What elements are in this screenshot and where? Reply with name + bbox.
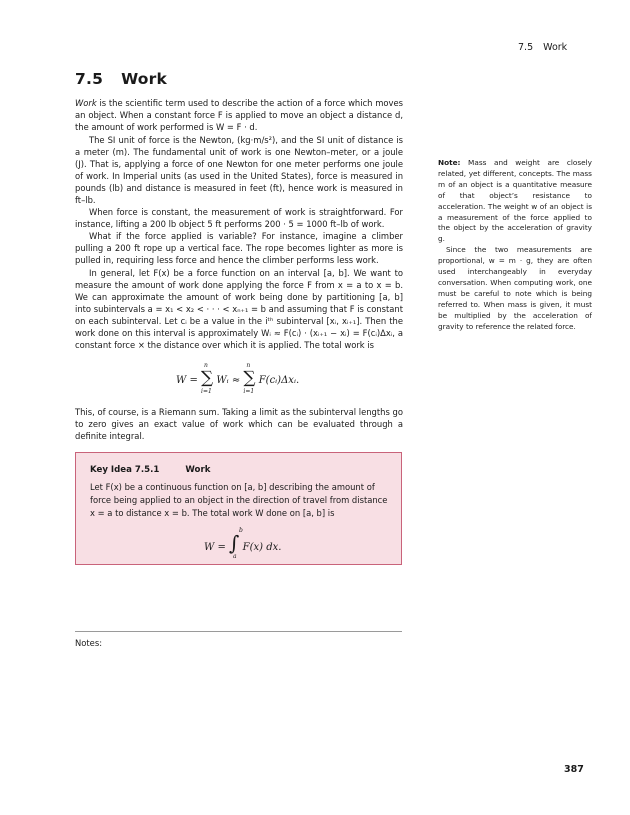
key-idea-name: Work	[185, 465, 211, 475]
note-text-2: Since the two measurements are proportional, w = m · g, they are often used interchangeably in everyday conversation. When computing work, one must be careful to note which is being referred to. When mass is given, it must be multiplied by the acceleration of gravity to reference the related force.	[438, 245, 592, 331]
sum-upper-2: n	[246, 362, 251, 369]
key-idea-title	[90, 465, 210, 475]
ki-eq-lhs: W =	[204, 542, 226, 553]
sum-lower-2: i=1	[243, 388, 255, 395]
paragraph-units: The SI unit of force is the Newton, (kg·m/s²), and the SI unit of distance is a meter (m). The fundamental unit of work is one Newton–meter, or a joule (J). That is, applying a force of one Newton for one meter performs one joule of work. In Imperial units (as used in the United States), force is measured in pounds (lb) and distance is measured in feet (ft), hence work is measured in ft–lb.	[75, 135, 403, 206]
note-text-1: Mass and weight are closely related, yet different, concepts. The mass m of an object is a quantitative measure of that object’s resistance to acceleration. The weight w of an object is a measurement of the force applied to the object by the acceleration of gravity g.	[438, 158, 592, 244]
p1-text: is the scientific term used to describe the action of a force which moves an object. When a constant force F is applied to move an object a distance d, the amount of work performed is W = F · d.	[75, 98, 403, 133]
key-idea-label: Key Idea 7.5.1	[90, 465, 160, 475]
paragraph-constant-force: When force is constant, the measurement of work is straightforward. For instance, lifting a 200 lb object 5 ft performs 200 · 5 = 1000 ft–lb of work.	[75, 207, 403, 230]
work-integral-equation	[204, 527, 282, 560]
ki-eq-rhs: F(x) dx.	[242, 542, 282, 553]
header-section-title: Work	[543, 42, 568, 53]
int-upper: b	[239, 527, 243, 534]
sum-lower-1: i=1	[201, 388, 212, 395]
int-lower: a	[233, 553, 237, 560]
section-heading	[75, 70, 167, 88]
page-number: 387	[564, 764, 584, 775]
paragraph-general: In general, let F(x) be a force function on an interval [a, b]. We want to measure the amount of work done applying the force F from x = a to x = b. We can approximate the amount of work being done by partitioning [a, b] into subintervals a = x₁ < x₂ < · · · < xₙ₊₁ = b and assuming that F is constant on each subinterval. Let cᵢ be a value in the iᵗʰ subinterval [xᵢ, xᵢ₊₁]. Then the work done on this interval is approximately Wᵢ ≈ F(cᵢ) · (xᵢ₊₁ − xᵢ) = F(cᵢ)Δxᵢ, a constant force × the distance over which it is applied. The total work is	[75, 267, 403, 350]
body-paragraphs	[75, 134, 403, 351]
sum-symbol-2: ∑ n i=1	[243, 362, 256, 395]
sum-symbol-1: ∑ n i=1	[201, 362, 214, 395]
eq-rhs: F(cᵢ)Δxᵢ.	[258, 375, 300, 386]
heading-number: 7.5	[75, 70, 104, 88]
work-term: Work	[75, 98, 97, 108]
key-idea-text: Let F(x) be a continuous function on [a, b] describing the amount of force being applied to an object in the direction of travel from distance x = a to distance x = b. The total work W done on [a, b] is	[90, 482, 388, 519]
header-section-number: 7.5	[518, 42, 534, 53]
paragraph-riemann	[75, 406, 403, 442]
intro-paragraph	[75, 97, 403, 133]
note-label: Note:	[438, 158, 461, 167]
heading-title: Work	[121, 70, 168, 88]
riemann-sum-equation	[176, 362, 300, 395]
integral-symbol: ∫ b a	[229, 527, 243, 560]
sum-upper-1: n	[204, 362, 208, 369]
eq-mid: Wᵢ ≈	[216, 375, 241, 386]
riemann-text: This, of course, is a Riemann sum. Taking a limit as the subinterval lengths go to zero gives an exact value of work which can be evaluated through a definite integral.	[75, 407, 403, 442]
notes-label: Notes:	[75, 638, 103, 648]
key-idea-box	[75, 452, 402, 565]
notes-divider	[75, 631, 402, 632]
eq-lhs: W =	[176, 375, 198, 386]
margin-note	[438, 158, 592, 333]
paragraph-variable-force: What if the force applied is variable? For instance, imagine a climber pulling a 200 ft rope up a vertical face. The rope becomes lighter as more is pulled in, requiring less force and hence the climber performs less work.	[75, 231, 403, 266]
running-header	[518, 42, 567, 53]
